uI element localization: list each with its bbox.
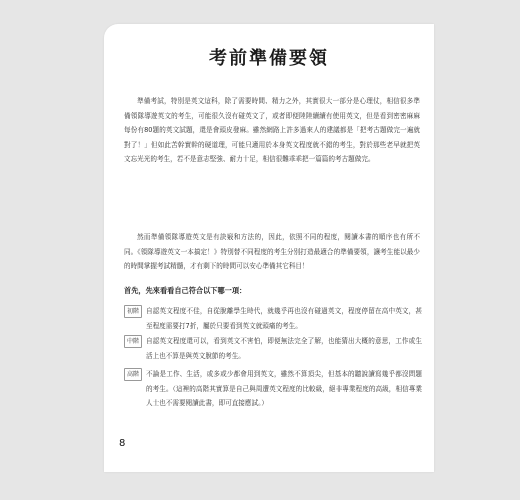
level-badge: 初階 xyxy=(124,305,142,318)
method-paragraph: 然而準備領隊導遊英文是有訣竅和方法的，因此，依照不同的程度，閱讀本書的順序也有所不同。《領隊導遊英文一本搞定！》特別替不同程度的考生分別打造最適合的準備要領，讓考生能以最少的時間掌握考試精髓，才有剩下的時間可以安心準備其它科目！ xyxy=(124,233,420,271)
page-title: 考前準備要領 xyxy=(209,48,329,69)
level-description: 自認英文程度不佳，自從脫離學生時代，就幾乎再也沒有碰過英文，程度停留在高中英文，甚至程度需要打7折，屬於只要看到英文就頭痛的考生。 xyxy=(146,307,422,330)
level-badge: 中階 xyxy=(124,335,142,348)
section-subheading: 首先，先來看看自己符合以下哪一項： xyxy=(124,286,247,295)
intro-paragraph: 準備考試，特別是英文這科，除了需要時間、精力之外，其實很大一部分是心理仗，相信很多準備領隊導遊英文的考生，可能很久沒有碰英文了，或者即便陸陸續續有使用英文，但是看到密密麻麻每份有80題的英文試題，還是會頭皮發麻。雖然網路上許多過來人的建議都是「把考古題做完一遍就對了！」但如此苦幹實幹的硬道理，可能只適用於本身英文程度就不錯的考生，對於那些老早就把英文忘光光的考生，若不是意志堅強、耐力十足，相信很難乖乖把一篇篇的考古題做完。 xyxy=(124,97,420,164)
level-badge: 高階 xyxy=(124,368,142,381)
book-page xyxy=(104,24,434,472)
level-description: 自認英文程度還可以，看到英文不害怕，即便無法完全了解，也能猜出大概的意思，工作或生活上也不算是與英文脫節的考生。 xyxy=(146,337,422,360)
level-description: 不論是工作、生活，或多或少都會用到英文，雖然不算頂尖，但基本的聽說讀寫幾乎都沒問題的考生。（這裡的高階其實算是自己與周遭英文程度的比較級，絕非專業程度的高級，相信專業人士也不需要閱讀此書，即可直接應試。） xyxy=(146,370,422,408)
page-number: 8 xyxy=(119,438,126,449)
